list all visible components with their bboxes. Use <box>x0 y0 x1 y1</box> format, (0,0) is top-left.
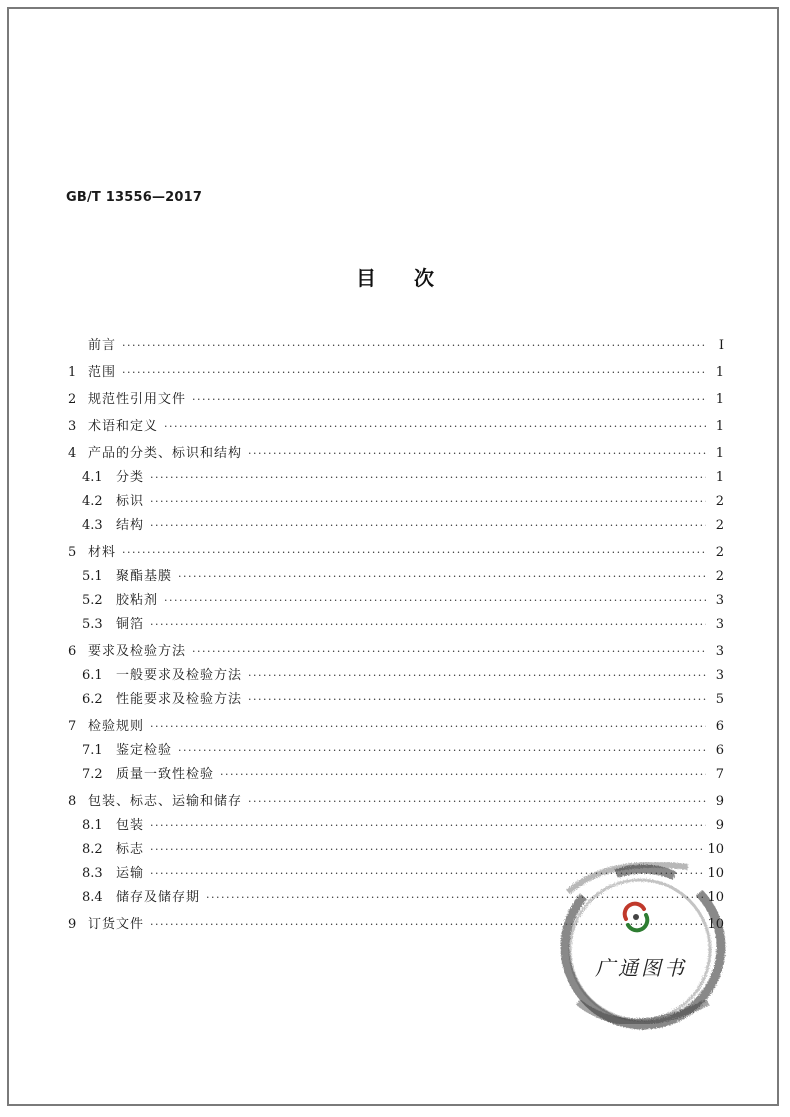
toc-entry-page: Ⅰ <box>718 338 724 353</box>
toc-entry-number: 5.1 <box>82 569 103 584</box>
toc-entry[interactable] <box>68 759 724 783</box>
toc-entry-number: 6.2 <box>82 692 103 707</box>
toc-entry-page: 10 <box>707 890 724 905</box>
toc-entry[interactable] <box>68 684 724 708</box>
toc-entry-label: 订货文件 <box>88 917 145 932</box>
toc-entry-page: 1 <box>715 446 724 461</box>
table-of-contents <box>68 330 724 933</box>
toc-entry[interactable] <box>68 882 724 906</box>
toc-entry-label: 结构 <box>116 518 145 533</box>
watermark-text: 广通图书 <box>595 956 687 980</box>
toc-entry[interactable] <box>68 585 724 609</box>
toc-entry-page: 1 <box>715 365 724 380</box>
toc-entry[interactable] <box>68 786 724 810</box>
toc-entry-number: 7.1 <box>82 743 103 758</box>
toc-entry-label: 包装 <box>116 818 145 833</box>
toc-entry-label: 聚酯基膜 <box>116 569 173 584</box>
toc-entry-page: 2 <box>715 569 724 584</box>
toc-entry[interactable] <box>68 357 724 381</box>
toc-entry[interactable] <box>68 486 724 510</box>
toc-entry[interactable] <box>68 537 724 561</box>
toc-leader-dots <box>192 644 706 660</box>
toc-entry-number: 4.3 <box>82 518 103 533</box>
toc-leader-dots <box>150 494 706 510</box>
toc-entry-label: 范围 <box>88 365 117 380</box>
toc-entry-page: 7 <box>715 767 724 782</box>
toc-entry-page: 9 <box>715 818 724 833</box>
toc-leader-dots <box>178 569 706 585</box>
toc-entry[interactable] <box>68 660 724 684</box>
toc-leader-dots <box>122 365 706 381</box>
toc-leader-dots <box>164 593 706 609</box>
toc-entry-number: 4 <box>68 446 77 461</box>
toc-entry[interactable] <box>68 810 724 834</box>
toc-entry-page: 10 <box>707 866 724 881</box>
toc-entry-page: 2 <box>715 494 724 509</box>
toc-entry-number: 9 <box>68 917 77 932</box>
toc-entry-page: 2 <box>715 545 724 560</box>
toc-leader-dots <box>122 338 706 354</box>
toc-entry-page: 3 <box>715 617 724 632</box>
toc-entry[interactable] <box>68 609 724 633</box>
toc-entry-number: 6 <box>68 644 77 659</box>
toc-entry-number: 4.1 <box>82 470 103 485</box>
toc-entry-number: 6.1 <box>82 668 103 683</box>
toc-entry-label: 性能要求及检验方法 <box>116 692 243 707</box>
toc-leader-dots <box>248 794 706 810</box>
standard-number: GB/T 13556—2017 <box>66 190 203 205</box>
toc-leader-dots <box>248 692 706 708</box>
toc-title: 目次 <box>356 266 472 290</box>
toc-leader-dots <box>122 545 706 561</box>
toc-entry[interactable] <box>68 384 724 408</box>
toc-entry[interactable] <box>68 411 724 435</box>
toc-entry[interactable] <box>68 510 724 534</box>
toc-entry-number: 8.3 <box>82 866 103 881</box>
toc-entry-page: 3 <box>715 593 724 608</box>
toc-entry-label: 要求及检验方法 <box>88 644 187 659</box>
toc-leader-dots <box>220 767 706 783</box>
toc-leader-dots <box>248 446 706 462</box>
toc-entry-number: 8.1 <box>82 818 103 833</box>
toc-leader-dots <box>164 419 706 435</box>
toc-entry-number: 5 <box>68 545 77 560</box>
toc-entry-label: 运输 <box>116 866 145 881</box>
toc-entry-number: 8.2 <box>82 842 103 857</box>
toc-entry[interactable] <box>68 834 724 858</box>
toc-entry-label: 标志 <box>116 842 145 857</box>
toc-entry[interactable] <box>68 735 724 759</box>
toc-leader-dots <box>192 392 706 408</box>
toc-entry[interactable] <box>68 561 724 585</box>
toc-entry-number: 4.2 <box>82 494 103 509</box>
toc-entry[interactable] <box>68 438 724 462</box>
toc-leader-dots <box>150 470 706 486</box>
toc-entry-number: 5.2 <box>82 593 103 608</box>
toc-leader-dots <box>150 719 706 735</box>
toc-entry-page: 6 <box>715 743 724 758</box>
toc-entry-number: 3 <box>68 419 77 434</box>
toc-entry-page: 1 <box>715 392 724 407</box>
toc-entry-label: 一般要求及检验方法 <box>116 668 243 683</box>
toc-leader-dots <box>206 890 703 906</box>
toc-entry[interactable] <box>68 909 724 933</box>
toc-entry-page: 6 <box>715 719 724 734</box>
toc-entry[interactable] <box>68 330 724 354</box>
toc-entry-page: 2 <box>715 518 724 533</box>
toc-entry-label: 产品的分类、标识和结构 <box>88 446 243 461</box>
toc-entry[interactable] <box>68 636 724 660</box>
toc-entry-page: 5 <box>715 692 724 707</box>
toc-entry-page: 9 <box>715 794 724 809</box>
toc-entry[interactable] <box>68 711 724 735</box>
toc-entry-label: 前言 <box>88 338 117 353</box>
toc-entry-page: 3 <box>715 644 724 659</box>
toc-entry-page: 1 <box>715 419 724 434</box>
toc-leader-dots <box>178 743 706 759</box>
toc-entry-label: 鉴定检验 <box>116 743 173 758</box>
toc-entry-label: 质量一致性检验 <box>116 767 215 782</box>
toc-entry-label: 材料 <box>88 545 117 560</box>
toc-entry-page: 10 <box>707 917 724 932</box>
toc-leader-dots <box>150 842 703 858</box>
toc-entry-page: 1 <box>715 470 724 485</box>
toc-entry-number: 5.3 <box>82 617 103 632</box>
toc-entry-label: 包装、标志、运输和储存 <box>88 794 243 809</box>
toc-entry-label: 标识 <box>116 494 145 509</box>
toc-entry-label: 规范性引用文件 <box>88 392 187 407</box>
toc-entry-number: 8.4 <box>82 890 103 905</box>
toc-leader-dots <box>150 917 703 933</box>
toc-leader-dots <box>248 668 706 684</box>
toc-entry-number: 7 <box>68 719 77 734</box>
toc-entry-number: 7.2 <box>82 767 103 782</box>
toc-entry-label: 检验规则 <box>88 719 145 734</box>
toc-entry-label: 术语和定义 <box>88 419 159 434</box>
toc-leader-dots <box>150 866 703 882</box>
toc-leader-dots <box>150 818 706 834</box>
toc-entry-number: 2 <box>68 392 77 407</box>
toc-entry-page: 3 <box>715 668 724 683</box>
toc-entry-label: 储存及储存期 <box>116 890 201 905</box>
toc-leader-dots <box>150 617 706 633</box>
toc-entry-number: 8 <box>68 794 77 809</box>
toc-entry[interactable] <box>68 858 724 882</box>
toc-entry-label: 胶粘剂 <box>116 593 159 608</box>
toc-entry-number: 1 <box>68 365 77 380</box>
toc-entry-label: 分类 <box>116 470 145 485</box>
toc-entry-label: 铜箔 <box>116 617 145 632</box>
toc-leader-dots <box>150 518 706 534</box>
toc-entry[interactable] <box>68 462 724 486</box>
toc-entry-page: 10 <box>707 842 724 857</box>
